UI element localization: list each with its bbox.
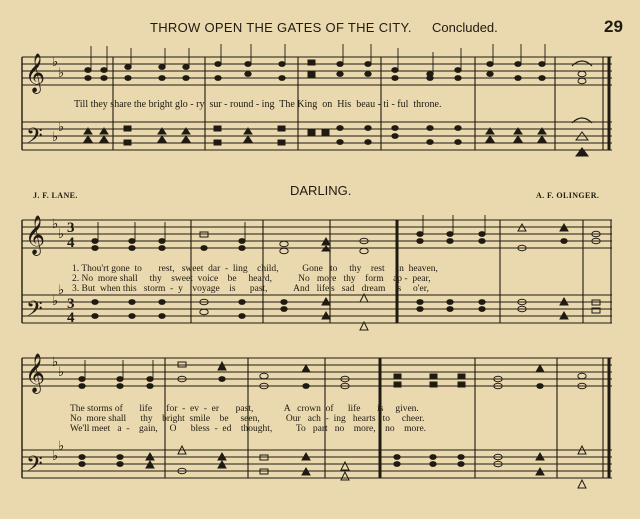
treble-clef-icon: 𝄞 (25, 353, 46, 393)
staff-treble-3 (22, 358, 612, 386)
svg-text:4: 4 (67, 235, 75, 251)
svg-text:3: 3 (67, 220, 75, 236)
svg-text:♭: ♭ (52, 294, 59, 309)
staff-bass-3 (22, 450, 612, 478)
treble-clef-icon: 𝄞 (25, 215, 46, 255)
staff-bass-1 (22, 122, 612, 150)
arranger-credit: A. F. OLINGER. (536, 191, 600, 200)
verse2-line1: 2. No more shall thy sweet voice be heard, No more thy form ap - pear, (72, 274, 431, 284)
song-title: DARLING. (290, 183, 352, 198)
svg-text:♭: ♭ (58, 283, 65, 298)
composer-credit: J. F. LANE. (33, 191, 78, 200)
bass-clef-icon: 𝄢 (26, 452, 43, 482)
bass-clef-icon: 𝄢 (26, 124, 43, 154)
page-number: 29 (604, 17, 623, 36)
verse3-line1: 3. But when this storm - y voyage is past, And life's sad dream is o'er, (72, 284, 429, 294)
svg-text:♭: ♭ (58, 120, 65, 135)
bass-clef-icon: 𝄢 (26, 297, 43, 327)
staff-treble-2 (22, 220, 612, 248)
verse3-line2: We'll meet a - gain, O bless - ed thought, To part no more, no more. (70, 424, 427, 434)
fermata-icon (572, 61, 592, 123)
svg-text:3: 3 (67, 296, 75, 312)
svg-text:♭: ♭ (52, 217, 59, 232)
svg-text:4: 4 (67, 310, 75, 326)
svg-text:♭: ♭ (58, 66, 65, 81)
svg-text:♭: ♭ (52, 55, 59, 70)
svg-text:♭: ♭ (58, 365, 65, 380)
concluded-label: Concluded. (432, 20, 498, 35)
verse2-line2: No more shall thy bright smile be seen, Our ach - ing hearts to cheer. (70, 414, 425, 424)
svg-text:♭: ♭ (52, 130, 59, 145)
lyric-line-top: Till they share the bright glo - ry sur - round - ing The King on His beau - ti - ful throne. (74, 99, 442, 110)
hymn-title-header: THROW OPEN THE GATES OF THE CITY. (150, 20, 412, 35)
verse1-line1: 1. Thou'rt gone to rest, sweet dar - ling child, Gone to thy rest in heaven, (72, 264, 438, 274)
svg-text:♭: ♭ (58, 227, 65, 242)
staff-treble-1 (22, 57, 612, 85)
verse1-line2: The storms of life for - ev - er past, A crown of life is given. (70, 404, 419, 414)
svg-text:♭: ♭ (52, 355, 59, 370)
stems (85, 44, 545, 379)
treble-clef-icon: 𝄞 (25, 53, 46, 93)
svg-text:♭: ♭ (58, 439, 65, 454)
svg-text:♭: ♭ (52, 449, 59, 464)
